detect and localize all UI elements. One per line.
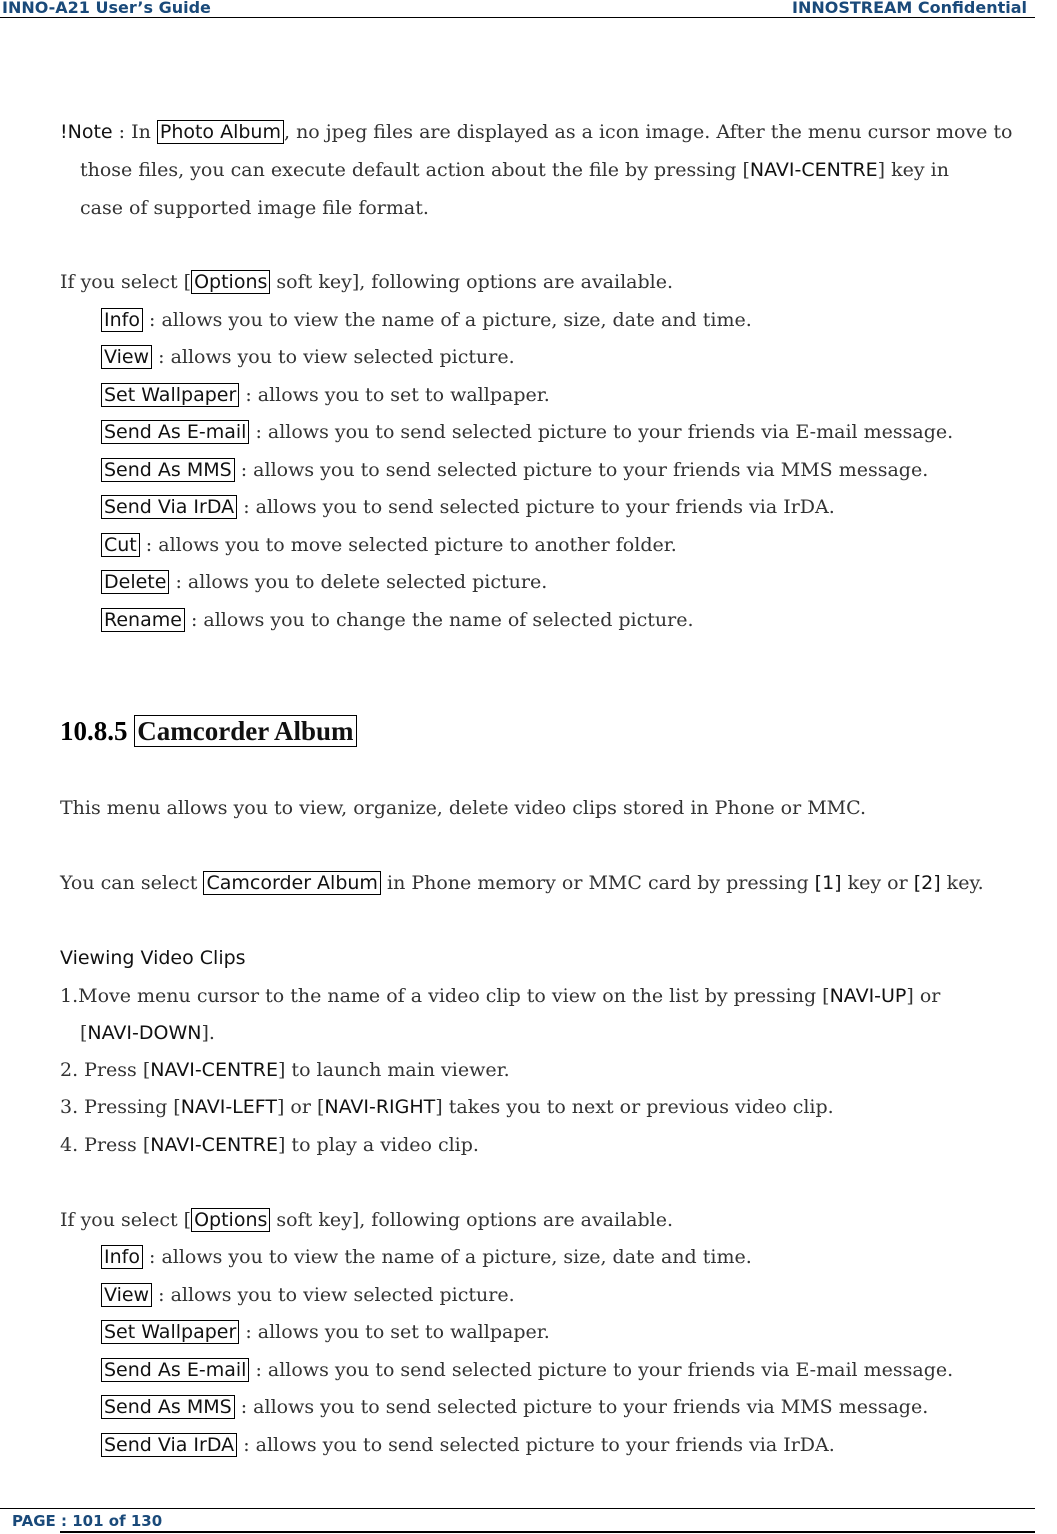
option-desc: : allows you to view the name of a picture, size, date and time. bbox=[142, 1246, 752, 1268]
option-term: Send As E-mail bbox=[101, 1358, 249, 1382]
option-desc: : allows you to view the name of a picture, size, date and time. bbox=[142, 309, 752, 331]
key-name: NAVI-LEFT bbox=[180, 1096, 277, 1118]
option-term: View bbox=[101, 345, 152, 369]
footer-divider bbox=[0, 1508, 1035, 1509]
step-text: ] takes you to next or previous video clip. bbox=[435, 1096, 834, 1118]
options-term: Options bbox=[191, 270, 270, 294]
options-text: If you select [ bbox=[60, 271, 192, 293]
page-header bbox=[0, 0, 1035, 18]
key-name: NAVI-DOWN bbox=[87, 1022, 202, 1044]
step-text: ] or bbox=[906, 985, 941, 1007]
option-item-info bbox=[101, 1245, 752, 1269]
option-term: Send As E-mail bbox=[101, 420, 249, 444]
select-text: key. bbox=[940, 872, 984, 894]
note-text: , no jpeg files are displayed as a icon image. After the menu cursor move to bbox=[283, 121, 1013, 143]
step-4 bbox=[60, 1133, 479, 1157]
viewing-title: Viewing Video Clips bbox=[60, 947, 246, 969]
step-text: ] to play a video clip. bbox=[277, 1134, 479, 1156]
select-text: key or bbox=[841, 872, 914, 894]
select-paragraph bbox=[60, 871, 984, 895]
option-desc: : allows you to change the name of selected picture. bbox=[184, 609, 694, 631]
options-intro-2 bbox=[60, 1208, 673, 1232]
option-desc: : allows you to send selected picture to your friends via MMS message. bbox=[234, 459, 929, 481]
key-name: NAVI-UP bbox=[829, 985, 907, 1007]
option-term: Rename bbox=[101, 608, 185, 632]
step-text: 4. Press [ bbox=[60, 1134, 151, 1156]
select-text: You can select bbox=[60, 872, 204, 894]
option-desc: : allows you to send selected picture to your friends via E-mail message. bbox=[249, 421, 954, 443]
note-text: those files, you can execute default action about the file by pressing [ bbox=[80, 159, 750, 181]
options-text: soft key], following options are available. bbox=[270, 1209, 674, 1231]
option-term: Set Wallpaper bbox=[101, 383, 239, 407]
footer-rule bbox=[60, 1531, 1035, 1533]
step-text: ] or [ bbox=[276, 1096, 325, 1118]
option-item-send-irda bbox=[101, 1433, 835, 1457]
option-term: Info bbox=[101, 308, 143, 332]
option-term: Set Wallpaper bbox=[101, 1320, 239, 1344]
document-title: INNO-A21 User’s Guide bbox=[2, 0, 211, 17]
option-term: Send As MMS bbox=[101, 458, 235, 482]
option-desc: : allows you to delete selected picture. bbox=[169, 571, 548, 593]
note-line-3: case of supported image file format. bbox=[80, 197, 429, 219]
note-line-2 bbox=[80, 158, 949, 182]
option-term: Send As MMS bbox=[101, 1395, 235, 1419]
step-1 bbox=[60, 984, 940, 1008]
option-term: Delete bbox=[101, 570, 169, 594]
key-name: [1] bbox=[814, 872, 842, 894]
option-term: Cut bbox=[101, 533, 140, 557]
option-term: Send Via IrDA bbox=[101, 1433, 237, 1457]
section-heading bbox=[60, 716, 357, 747]
camcorder-album-term: Camcorder Album bbox=[203, 871, 380, 895]
note-line-1 bbox=[60, 120, 1013, 144]
option-term: View bbox=[101, 1283, 152, 1307]
select-text: in Phone memory or MMC card by pressing bbox=[380, 872, 815, 894]
options-term: Options bbox=[191, 1208, 270, 1232]
step-text: 1.Move menu cursor to the name of a video clip to view on the list by pressing [ bbox=[60, 985, 830, 1007]
key-name: NAVI-CENTRE bbox=[150, 1059, 278, 1081]
option-desc: : allows you to view selected picture. bbox=[152, 346, 515, 368]
key-name: NAVI-RIGHT bbox=[324, 1096, 436, 1118]
option-item-send-email bbox=[101, 1358, 953, 1382]
option-item-info bbox=[101, 308, 752, 332]
option-item-rename bbox=[101, 608, 694, 632]
step-text: ] to launch main viewer. bbox=[277, 1059, 510, 1081]
option-desc: : allows you to send selected picture to your friends via MMS message. bbox=[234, 1396, 929, 1418]
step-1-cont bbox=[80, 1021, 215, 1045]
confidential-label: INNOSTREAM Confidential bbox=[792, 0, 1027, 17]
key-name: [2] bbox=[913, 872, 941, 894]
options-intro-1 bbox=[60, 270, 673, 294]
note-text: ] key in bbox=[877, 159, 949, 181]
page-number: PAGE : 101 of 130 bbox=[12, 1512, 163, 1530]
photo-album-term: Photo Album bbox=[157, 120, 284, 144]
options-text: soft key], following options are available. bbox=[270, 271, 674, 293]
option-item-delete bbox=[101, 570, 547, 594]
note-text: : In bbox=[112, 121, 157, 143]
option-term: Send Via IrDA bbox=[101, 495, 237, 519]
note-label: !Note bbox=[60, 121, 113, 143]
step-2 bbox=[60, 1058, 510, 1082]
option-item-cut bbox=[101, 533, 677, 557]
section-intro: This menu allows you to view, organize, delete video clips stored in Phone or MMC. bbox=[60, 797, 867, 819]
option-item-set-wallpaper bbox=[101, 1320, 550, 1344]
option-item-send-irda bbox=[101, 495, 835, 519]
option-desc: : allows you to send selected picture to your friends via E-mail message. bbox=[249, 1359, 954, 1381]
option-desc: : allows you to send selected picture to your friends via IrDA. bbox=[237, 1434, 835, 1456]
option-desc: : allows you to view selected picture. bbox=[152, 1284, 515, 1306]
step-text: ]. bbox=[201, 1022, 215, 1044]
option-desc: : allows you to send selected picture to your friends via IrDA. bbox=[237, 496, 835, 518]
option-item-view bbox=[101, 345, 515, 369]
step-text: [ bbox=[80, 1022, 88, 1044]
option-item-view bbox=[101, 1283, 515, 1307]
option-desc: : allows you to set to wallpaper. bbox=[239, 1321, 550, 1343]
step-text: 2. Press [ bbox=[60, 1059, 151, 1081]
key-name: NAVI-CENTRE bbox=[749, 159, 878, 181]
key-name: NAVI-CENTRE bbox=[150, 1134, 278, 1156]
section-title: Camcorder Album bbox=[134, 715, 356, 747]
option-item-set-wallpaper bbox=[101, 383, 550, 407]
option-item-send-email bbox=[101, 420, 953, 444]
option-item-send-mms bbox=[101, 458, 928, 482]
option-desc: : allows you to move selected picture to another folder. bbox=[139, 534, 677, 556]
option-desc: : allows you to set to wallpaper. bbox=[239, 384, 550, 406]
option-term: Info bbox=[101, 1245, 143, 1269]
options-text: If you select [ bbox=[60, 1209, 192, 1231]
section-number: 10.8.5 bbox=[60, 716, 135, 746]
option-item-send-mms bbox=[101, 1395, 928, 1419]
step-text: 3. Pressing [ bbox=[60, 1096, 181, 1118]
step-3 bbox=[60, 1095, 834, 1119]
